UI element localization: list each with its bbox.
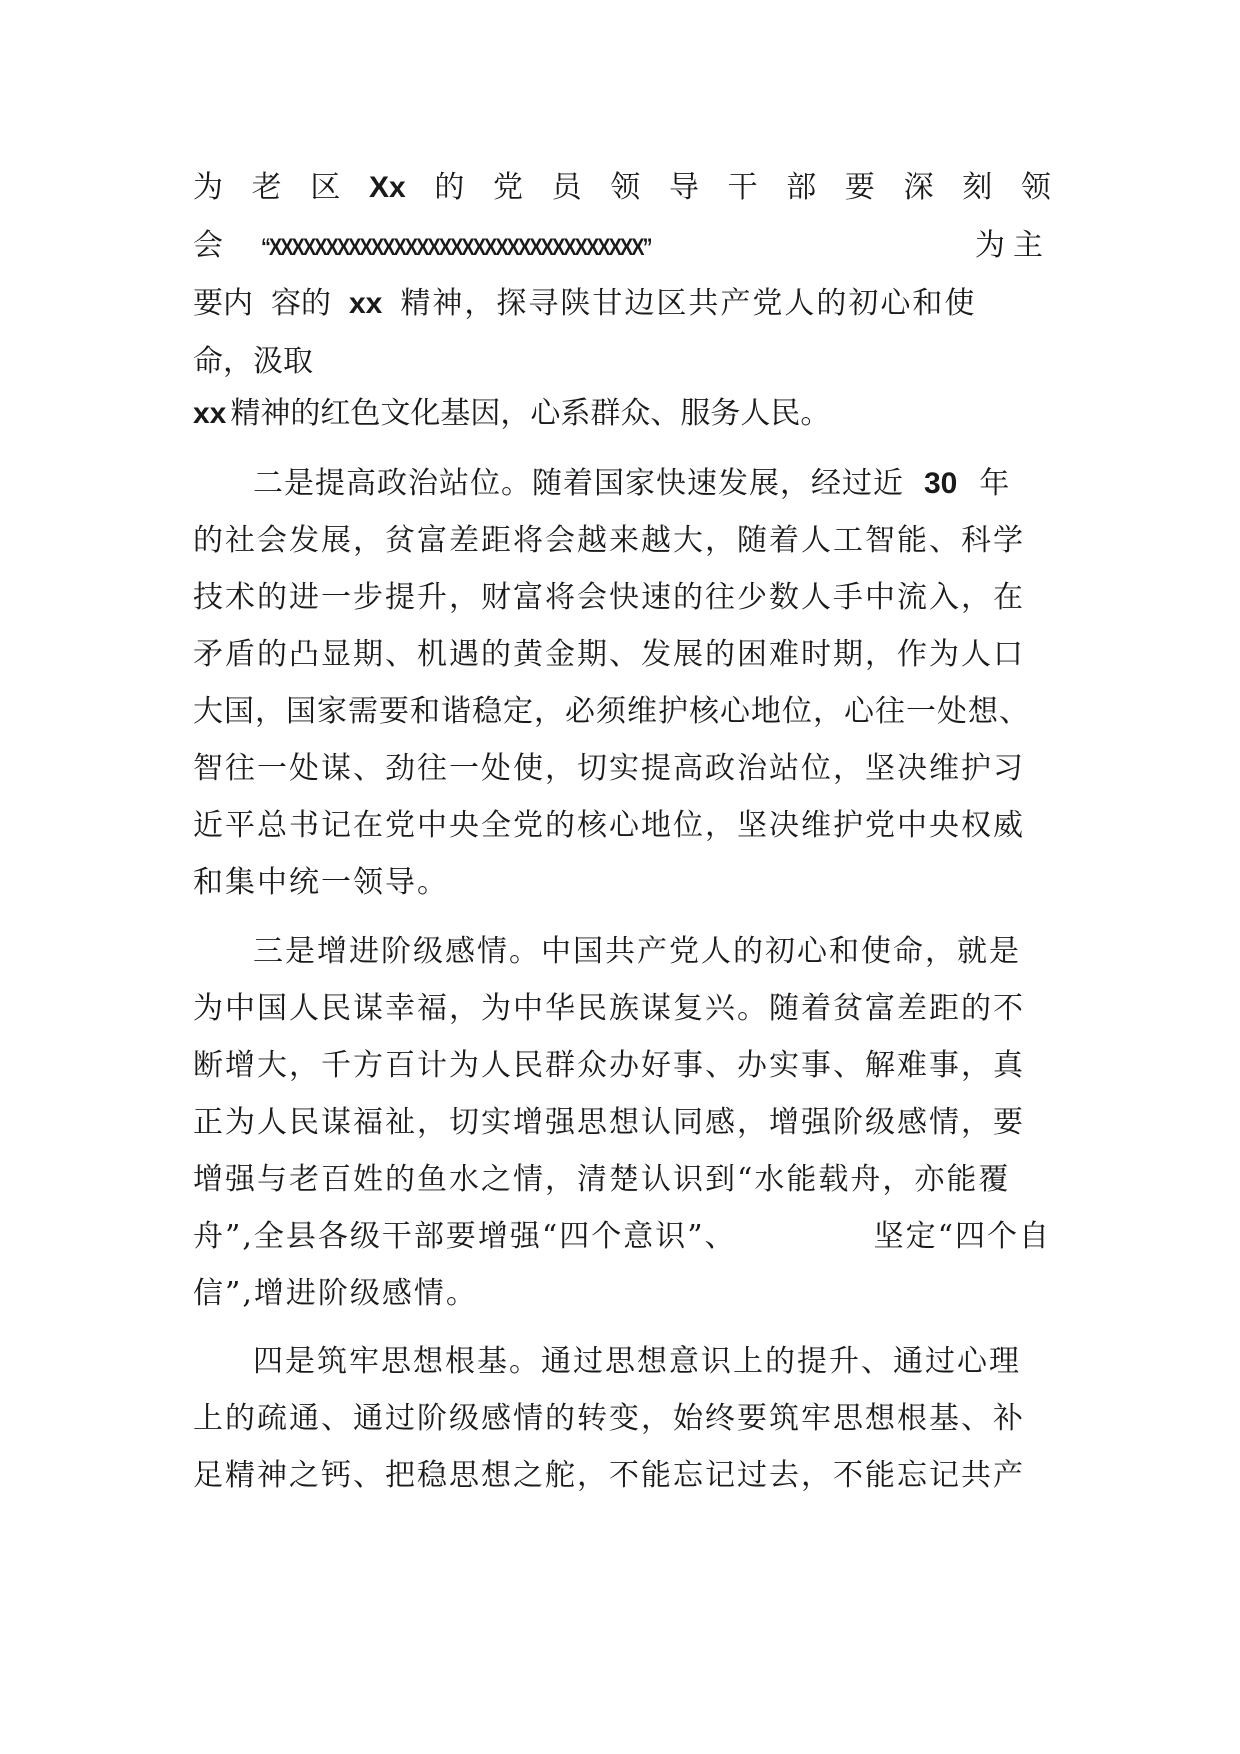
text-fragment: 年 — [979, 466, 1010, 501]
text-fragment: 要内 — [193, 286, 253, 321]
para2-line-3: 技术的进一步提升，财富将会快速的往少数人手中流入，在 — [193, 580, 1025, 615]
para2-line-6: 智往一处谋、劲往一处使，切实提高政治站位，坚决维护习 — [193, 751, 1025, 786]
para3-line-6 — [193, 1217, 1051, 1257]
text-fragment: 干 — [727, 170, 758, 205]
para4-line-2: 上的疏通、通过阶级感情的转变，始终要筑牢思想根基、补 — [193, 1401, 1025, 1436]
intro-line-2 — [193, 226, 1051, 268]
text-fragment: 的 — [434, 170, 465, 205]
text-fragment: xx — [349, 287, 383, 320]
text-fragment: 领 — [1020, 170, 1051, 205]
text-fragment: 精神的红色文化基因，心系群众、服务人民。 — [230, 396, 831, 431]
text-fragment: 会 — [193, 228, 223, 263]
para2-line-5: 大国，国家需要和谐稳定，必须维护核心地位，心往一处想、 — [193, 694, 1030, 729]
para3-line-7: 信”,增进阶级感情。 — [193, 1276, 478, 1311]
intro-line-3 — [193, 284, 1051, 324]
text-fragment: Xx — [368, 171, 406, 204]
para3-line-5: 增强与老百姓的鱼水之情，清楚认识到“水能载舟，亦能覆 — [193, 1162, 1011, 1197]
para3-line-1: 三是增进阶级感情。中国共产党人的初心和使命，就是 — [253, 934, 1021, 969]
para3-line-3: 断增大，千方百计为人民群众办好事、办实事、解难事，真 — [193, 1048, 1025, 1083]
text-fragment: 要 — [844, 170, 875, 205]
para3-line-4: 正为人民谋福祉，切实增强思想认同感，增强阶级感情，要 — [193, 1105, 1025, 1140]
text-fragment: 坚定“四个自 — [873, 1219, 1051, 1254]
text-fragment: 为 — [193, 170, 223, 205]
intro-line-1 — [193, 168, 1051, 208]
text-fragment: 部 — [786, 170, 817, 205]
para2-line-2: 的社会发展，贫富差距将会越来越大，随着人工智能、科学 — [193, 523, 1025, 558]
text-fragment: 导 — [668, 170, 699, 205]
para2-line-4: 矛盾的凸显期、机遇的黄金期、发展的困难时期，作为人口 — [193, 637, 1025, 672]
para4-line-1: 四是筑牢思想根基。通过思想意识上的提升、通过心理 — [253, 1344, 1021, 1379]
text-fragment: 党 — [492, 170, 523, 205]
text-fragment: 精神，探寻陕甘边区共产党人的初心和使 — [400, 286, 977, 321]
text-fragment: 刻 — [962, 170, 993, 205]
text-fragment: 员 — [551, 170, 582, 205]
para4-line-3: 足精神之钙、把稳思想之舵，不能忘记过去，不能忘记共产 — [193, 1458, 1025, 1493]
text-fragment: 二是提高政治站位。随着国家快速发展，经过近 — [253, 466, 904, 501]
text-fragment: 30 — [924, 467, 958, 500]
text-fragment: 为主 — [975, 228, 1051, 263]
text-fragment: 区 — [310, 170, 341, 205]
para3-line-2: 为中国人民谋幸福，为中华民族谋复兴。随着贫富差距的不 — [193, 991, 1025, 1026]
intro-line-5 — [193, 394, 1051, 434]
text-fragment: 容的 — [271, 286, 331, 321]
para2-line-1 — [253, 464, 1051, 504]
para2-line-7: 近平总书记在党中央全党的核心地位，坚决维护党中央权威 — [193, 808, 1025, 843]
text-fragment: 舟”,全县各级干部要增强“四个意识”、 — [193, 1219, 737, 1254]
intro-line-4 — [193, 342, 1051, 382]
text-fragment: 命，汲取 — [193, 344, 313, 379]
text-fragment: 老 — [251, 170, 282, 205]
placeholder-quote: “XXXXXXXXXXXXXXXXXXXXXXXXXXXXXXXXX” — [260, 234, 651, 261]
text-fragment: xx — [193, 397, 227, 430]
text-fragment: 深 — [903, 170, 934, 205]
text-fragment: 领 — [610, 170, 641, 205]
para2-line-8: 和集中统一领导。 — [193, 865, 449, 900]
